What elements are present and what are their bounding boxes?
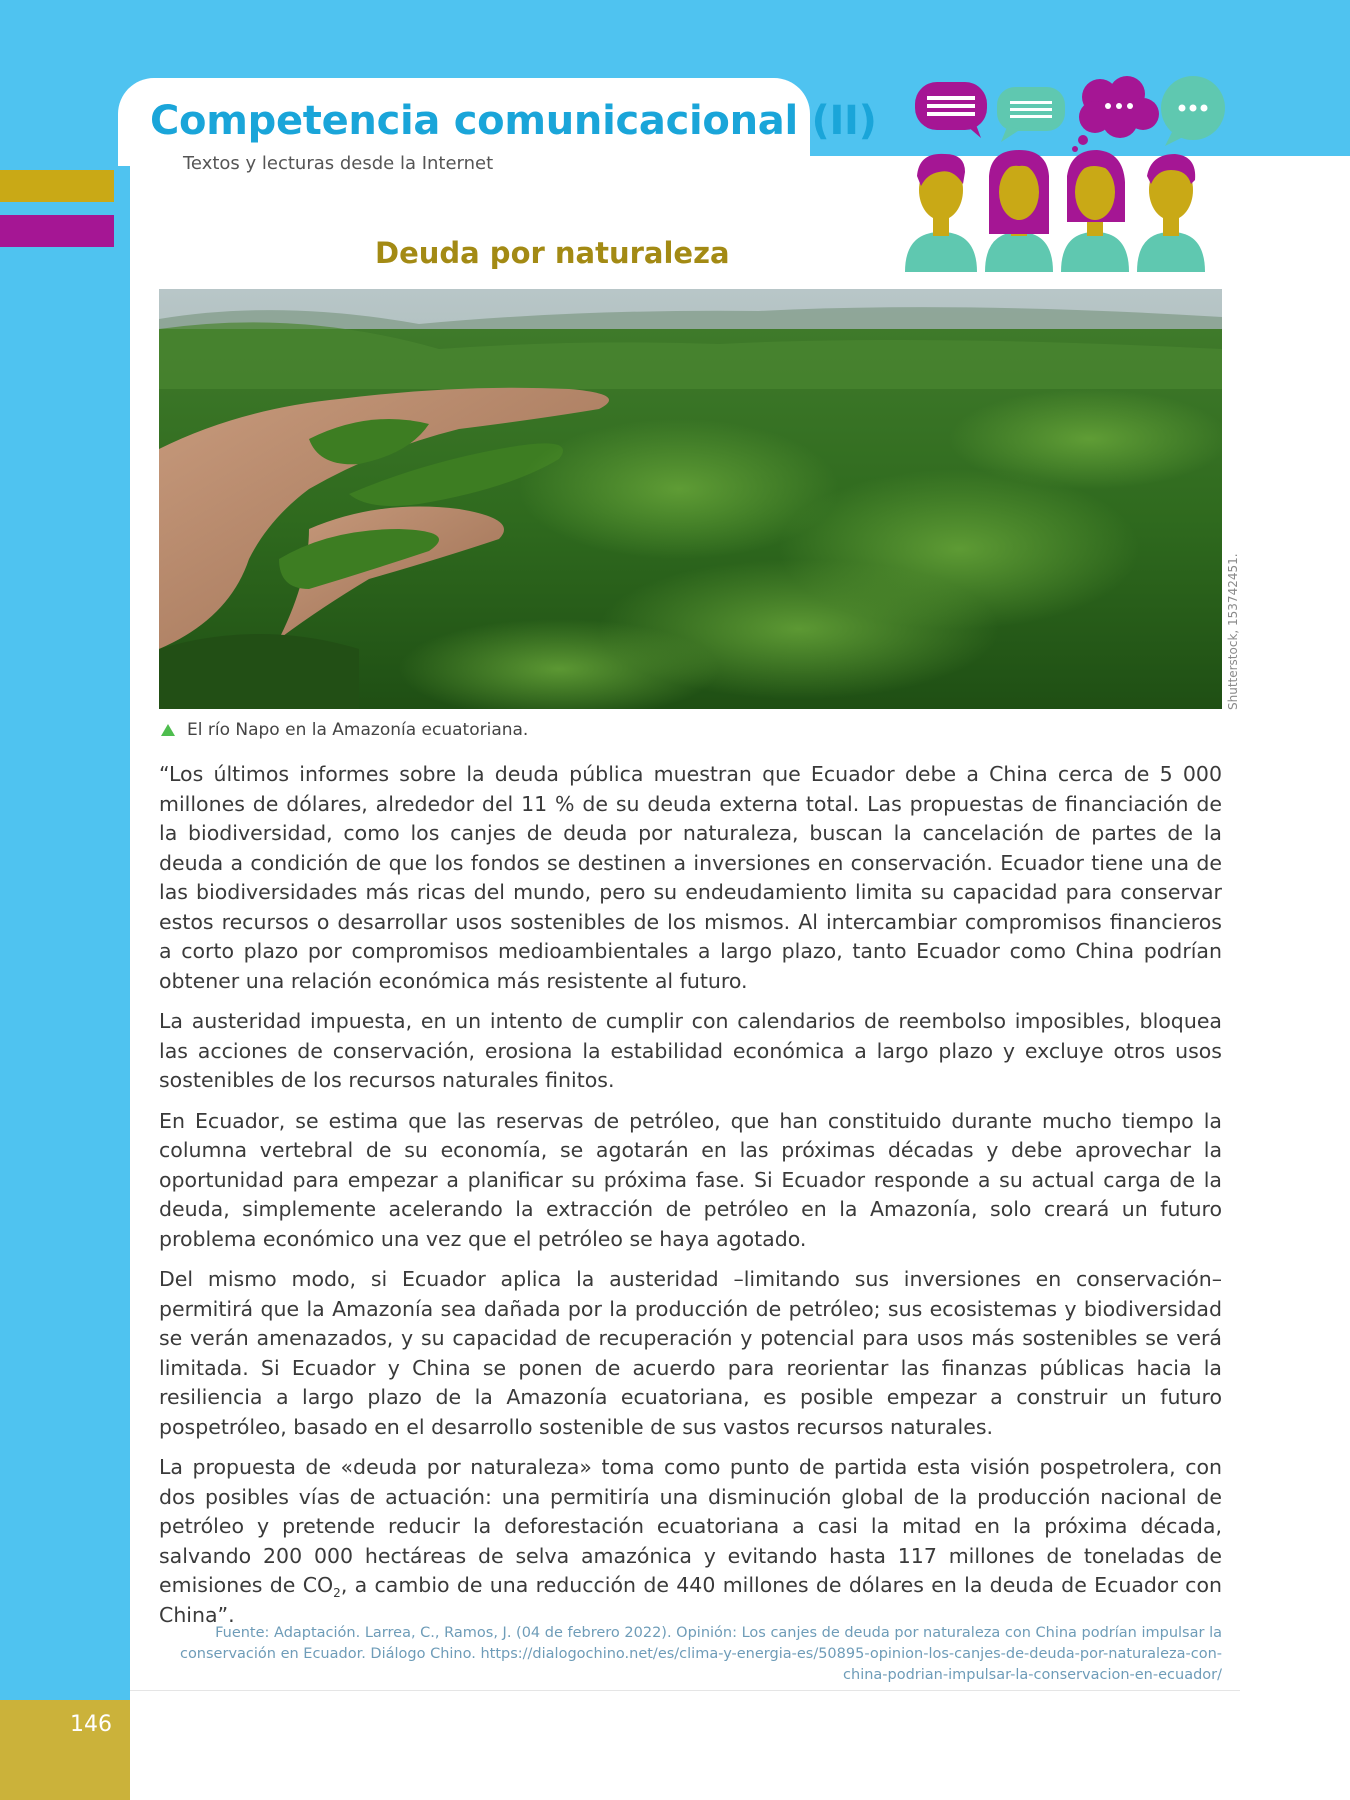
photo-caption: El río Napo en la Amazonía ecuatoriana. [187, 720, 529, 740]
caption-triangle-icon [161, 724, 175, 736]
article-paragraph: “Los últimos informes sobre la deuda pública muestran que Ecuador debe a China cerca de 5 000 millones de dólares, alrededor del 11 % de su deuda externa total. Las propuestas de financiación de la biodiversidad, como los canjes de deuda por naturaleza, buscan la cancelación de partes de la deuda a condición de que los fondos se destinen a inversiones en conservación. Ecuador tiene una de las biodiversidades más ricas del mundo, pero su endeudamiento limita su capacidad para conservar estos recursos o desarrollar usos sostenibles de los mismos. Al intercambiar compromisos financieros a corto plazo por compromisos medioambientales a largo plazo, tanto Ecuador como China podrían obtener una relación económica más resistente al futuro. [159, 762, 1222, 993]
person-avatar [905, 154, 977, 272]
section-title: Deuda por naturaleza [375, 236, 730, 270]
gold-stripe [0, 170, 114, 202]
co2-subscript: 2 [333, 1586, 341, 1601]
page-subtitle: Textos y lecturas desde la Internet [183, 153, 494, 174]
paragraph-text: La propuesta de «deuda por naturaleza» toma como punto de partida esta visión pospetrolera, con dos posibles vías de actuación: una permitiría una disminución global de la producción nacional de petróleo y pretende reducir la deforestación ecuatoriana a casi la mitad en la próxima década, salvando 200 000 hectáreas de selva amazónica y evitando hasta 117 millones de toneladas de emisiones de CO [159, 1455, 1222, 1597]
source-citation: Fuente: Adaptación. Larrea, C., Ramos, J. (04 de febrero 2022). Opinión: Los canjes de deuda por naturaleza con China podrían impulsar la conservación en Ecuador. Diálogo Chino. https://dialogochino.net/es/clima-y-energia-es/50895-opinion-los-canjes-de-deuda-por-naturaleza-con-china-podrian-impulsar-la-conservacion-en-ecuador/ [179, 1625, 1222, 1683]
photo-caption-row [161, 720, 528, 740]
purple-stripe [0, 215, 114, 247]
chat-bubble-icon [1161, 76, 1225, 146]
message-bubble-icon [997, 87, 1065, 142]
article-paragraph [159, 1453, 1222, 1630]
divider [130, 1690, 1240, 1691]
photo-credit: Shutterstock, 153742451. [1226, 553, 1240, 710]
article-body [159, 760, 1222, 1641]
thought-bubble-icon [1072, 76, 1159, 152]
left-color-band [0, 156, 130, 1701]
page-number: 146 [70, 1712, 112, 1737]
article-paragraph: Del mismo modo, si Ecuador aplica la austeridad –limitando sus inversiones en conservación– permitirá que la Amazonía sea dañada por la producción de petróleo; sus ecosistemas y biodiversidad se verán amenazados, y su capacidad de recuperación y potencial para usos más sostenibles se verá limitada. Si Ecuador y China se ponen de acuerdo para reorientar las finanzas públicas hacia la resiliencia a largo plazo de la Amazonía ecuatoriana, es posible empezar a construir un futuro pospetróleo, basado en el desarrollo sostenible de sus vastos recursos naturales. [159, 1267, 1222, 1439]
person-avatar [985, 150, 1053, 272]
page-title: Competencia comunicacional (II) [150, 98, 877, 144]
paragraph-text: , a cambio de una reducción de 440 millones de dólares en la deuda de Ecuador con China”. [159, 1573, 1222, 1627]
article-paragraph: La austeridad impuesta, en un intento de cumplir con calendarios de reembolso imposibles, bloquea las acciones de conservación, erosiona la estabilidad económica a largo plazo y excluye otros usos sostenibles de los recursos naturales finitos. [159, 1009, 1222, 1092]
message-bubble-icon [915, 82, 987, 138]
person-avatar [1137, 154, 1205, 272]
people-chatting-illustration [905, 72, 1225, 272]
article-paragraph: En Ecuador, se estima que las reservas de petróleo, que han constituido durante mucho tiempo la columna vertebral de su economía, se agotarán en las próximas décadas y debe aprovechar la oportunidad para empezar a planificar su próxima fase. Si Ecuador responde a su actual carga de la deuda, simplemente acelerando la extracción de petróleo en la Amazonía, solo creará un futuro problema económico una vez que el petróleo se haya agotado. [159, 1108, 1222, 1251]
person-avatar [1061, 150, 1129, 272]
napo-river-photo [159, 289, 1222, 709]
